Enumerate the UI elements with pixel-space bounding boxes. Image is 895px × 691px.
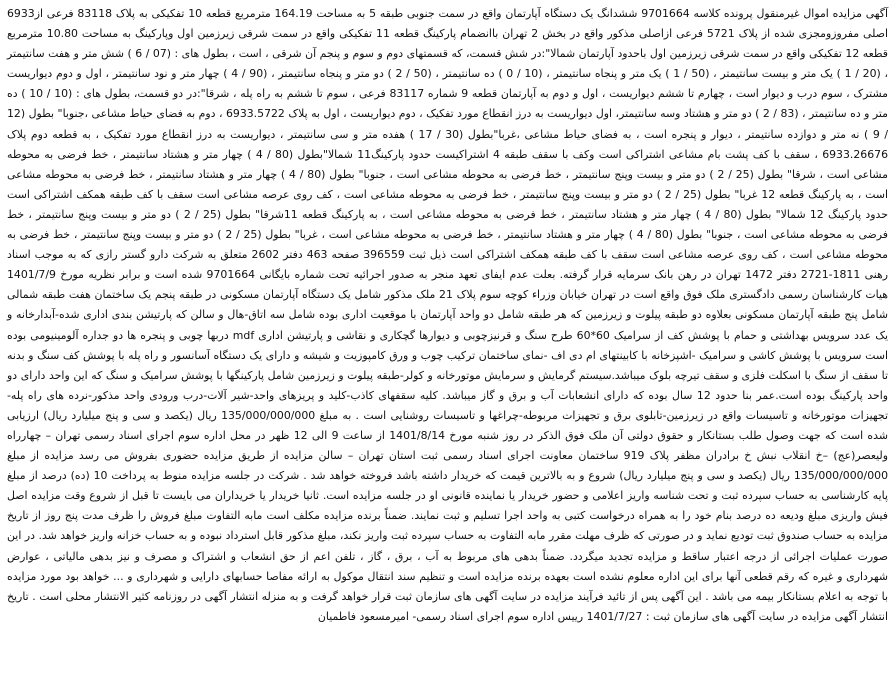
auction-notice-text: آگهی مزایده اموال غیرمنقول پرونده کلاسه 9701664 ششدانگ یک دستگاه آپارتمان واقع در سمت جنوبی طبقه 5 به مساحت 164.19 مترمربع قطعه 10 تفکیکی به پلاک 83118 فرعی از6933 اصلی مفروزومجزی شده از پلاک 5721 فرعی ازاصلی مذکور واقع در بخش 2 تهران باانضمام پارکینگ قطعه 11 تفکیکی واقع در سمت شرقی زیرزمین اول وپارکینگ به مساحت 10.80 مترمربع قطعه 12 تفکیکی واقع در سمت شرقی زیرزمین اول باحدود آپارتمان شمالا":در شش قسمت، که قسمتهای دوم و سوم و پنجم آن شرقی ، است ، بطول های : (07 / 6 ) شش متر و هفت سانتیمتر ، (20 / 1 ) یک متر و بیست سانتیمتر ، (50 / 1 ) یک متر و پنجاه سانتیمتر ، (10 / 0 ) ده سانتیمتر ، (50 / 2 ) دو متر و پنجاه سانتیمتر ، (90 / 4 ) چهار متر و نود سانتیمتر ، اول و دوم دیواریست مشترک ، سوم درب و دیوار است ، چهارم تا ششم دیواریست ، اول و دوم به آپارتمان قطعه 9 شماره 83117 فرعی ، سوم تا ششم به راه پله ، شرقا":در دو قسمت، بطول های : (10 / 10 ) ده متر و ده سانتیمتر ، (83 / 2 ) دو متر و هشتاد وسه سانتیمتر، اول دیواریست به درز انقطاع مورد تفکیک ، دوم دیواریست ، اول به پلاک 6933.5722 ، دوم به فضای حیاط مشاعی ،جنوبا" بطول (12 / 9 ) نه متر و دوازده سانتیمتر ، دیوار و پنجره است ، به فضای حیاط مشاعی ،غربا"بطول (30 / 17 ) هفده متر و سی سانتیمتر ، دیواریست به درز انقطاع مورد تفکیک ، به قطعه دوم پلاک 6933.26676 ، سقف با کف پشت بام مشاعی اشتراکی است وکف با سقف طبقه 4 اشتراکیست حدود پارکینگ11 شمالا"بطول (80 / 4 ) چهار متر و هشتاد سانتیمتر ، خط فرضی به محوطه مشاعی است ، شرقا" بطول (25 / 2 ) دو متر و بیست وپنج سانتیمتر ، خط فرضی به محوطه مشاعی است ، جنوبا" بطول (80 / 4 ) چهار متر و هشتاد سانتیمتر ، خط فرضی به محوطه مشاعی است ، به پارکینگ قطعه 12 غربا" بطول (25 / 2 ) دو متر و بیست وپنج سانتیمتر ، خط فرضی به محوطه مشاعی است ، کف روی عرصه مشاعی است سقف با کف طبقه همکف اشتراکی است حدود پارکینگ 12 شمالا" بطول (80 / 4 ) چهار متر و هشتاد سانتیمتر ، خط فرضی به محوطه مشاعی است ، به پارکینگ قطعه 11شرقا" بطول (25 / 2 ) دو متر و بیست وپنج سانتیمتر ، خط فرضی به محوطه مشاعی است ، جنوبا" بطول (80 / 4 ) چهار متر و هشتاد سانتیمتر ، خط فرضی به محوطه مشاعی است ، غربا" بطول (25 / 2 ) دو متر و بیست وپنج سانتیمتر ، خط فرضی به محوطه مشاعی است ، کف روی عرصه مشاعی است سقف با کف طبقه همکف اشتراکی است ذیل ثبت 396559 صفحه 463 دفتر 2602 متعلق به شرکت دارو گستر رازی که به موجب اسناد رهنی 1811-2721 دفتر 1472 تهران در رهن بانک سرمایه قرار گرفته. بعلت عدم ایفای تعهد منجر به صدور اجرائیه تحت شماره بایگانی 9701664 شده است و برابر نظریه مورخ 1401/7/9 هیات کارشناسان رسمی دادگستری ملک فوق واقع است در تهران خیابان وزراء کوچه سوم پلاک 21 ملک مذکور شامل یک دستگاه آپارتمان مسکونی در طبقه پنجم یک ساختمان هفت طبقه شمالی شامل پنج طبقه آپارتمان مسکونی بعلاوه دو طبقه پیلوت و زیرزمین که هر طبقه شامل دو واحد آپارتمان با موقعیت اداری بوده شامل سه اتاق-هال و سالن که پارتیشن بندی اداری شده-آبدارخانه و یک عدد سرویس بهداشتی و حمام با پوشش کف از سرامیک 60*60 طرح سنگ و قرنیزچوبی و دیوارها گچکاری و نقاشی و پارتیشن اداری mdf دربها چوبی و پنجره ها دو جداره آلومینیومی بوده است سرویس با پوشش کاشی و سرامیک -اشپزخانه با کابینتهای ام دی اف -نمای ساختمان ترکیب چوب و ورق کامپوزیت و شیشه و دارای یک دستگاه آسانسور و راه پله با پوشش کف سنگ و بدنه تا سقف از سنگ با اسکلت فلزی و سقف تیرچه بلوک میباشد.سیستم گرمایش و سرمایش موتورخانه و کولر-طبقه پیلوت و زیرزمین شامل پارکینگها با پوشش سرامیک و سنگ که این واحد دارای دو واحد پارکینگ بوده است.عمر بنا حدود 12 سال بوده که دارای انشعابات آب و برق و گاز میباشد. کلیه سقفهای کاذب-کلید و پریزهای واحد-شیر آلات-درب ورودی واحد مذکور-نرده های راه پله-تجهیزات موتورخانه و تاسیسات واقع در زیرزمین-تابلوی برق و تجهیزات مربوطه-چراغها و تاسیسات روشنایی است . به مبلغ 135/000/000/000 ریال (یکصد و سی و پنج میلیارد ریال) ارزیابی شده است که جهت وصول طلب بستانکار و حقوق دولتی آن ملک فوق الذکر در روز شنبه مورخ 1401/8/14 از ساعت 9 الی 12 ظهر در محل اداره سوم اجرای اسناد رسمی تهران – چهارراه ولیعصر(عج) –خ انقلاب نبش خ برادران مظفر پلاک 919 ساختمان معاونت اجرای اسناد رسمی ثبت استان تهران – سالن مزایده از طریق مزایده حضوری بفروش می رسد مزایده از مبلغ 135/000/000/000 ریال (یکصد و سی و پنج میلیارد ریال) شروع و به بالاترین قیمت که خریدار داشته باشد فروخته خواهد شد . شرکت در جلسه مزایده منوط به پرداخت 10 (ده) درصد از مبلغ پایه کارشناسی به حساب سپرده ثبت و تحت شناسه واریز اعلامی و حضور خریدار یا نماینده قانونی او در جلسه مزایده است. ثانیا خریدار یا خریداران می بایست تا قبل از شروع وقت مزایده اصل فیش واریزی مبلغ ودیعه ده درصد بنام خود را به همراه درخواست کتبی به واحد اجرا تسلیم و ثبت نمایند. ضمناً برنده مزایده مکلف است مابه التفاوت مبلغ فروش را ظرف مدت پنج روز از تاریخ مزایده به حساب صندوق ثبت تودیع نماید و در صورتی که ظرف مهلت مقرر مابه التفاوت به حساب سپرده ثبت واریز نکند، مبلغ مذکور قابل استرداد نبوده و به حساب خزانه واریز خواهد شد. در این صورت عملیات اجرائی از درجه اعتبار ساقط و مزایده تجدید میگردد. ضمناً بدهی های مربوط به آب ، برق ، گاز ، تلفن اعم از حق انشعاب و اشتراک و مصرف و نیز بدهی مالیاتی ، عوارض شهرداری و غیره که رقم قطعی آنها برای این اداره معلوم نشده است بعهده برنده مزایده است و تنظیم سند انتقال موکول به ارائه مفاصا حسابهای دارایی و شهرداری و ... خواهد بود مورد مزایده با توجه به اعلام بستانکار بیمه می باشد . این آگهی پس از تائید فرآیند مزایده در سایت آگهی های سازمان ثبت قرار خواهد گرفت و به منزله انتشار آگهی در روزنامه کثیر الانتشار محلی است . تاریخ انتشار آگهی مزایده در سایت آگهی های سازمان ثبت : 1401/7/27 رییس اداره سوم اجرای اسناد رسمی- امیرمسعود فاطمیان (7, 7, 889, 623)
